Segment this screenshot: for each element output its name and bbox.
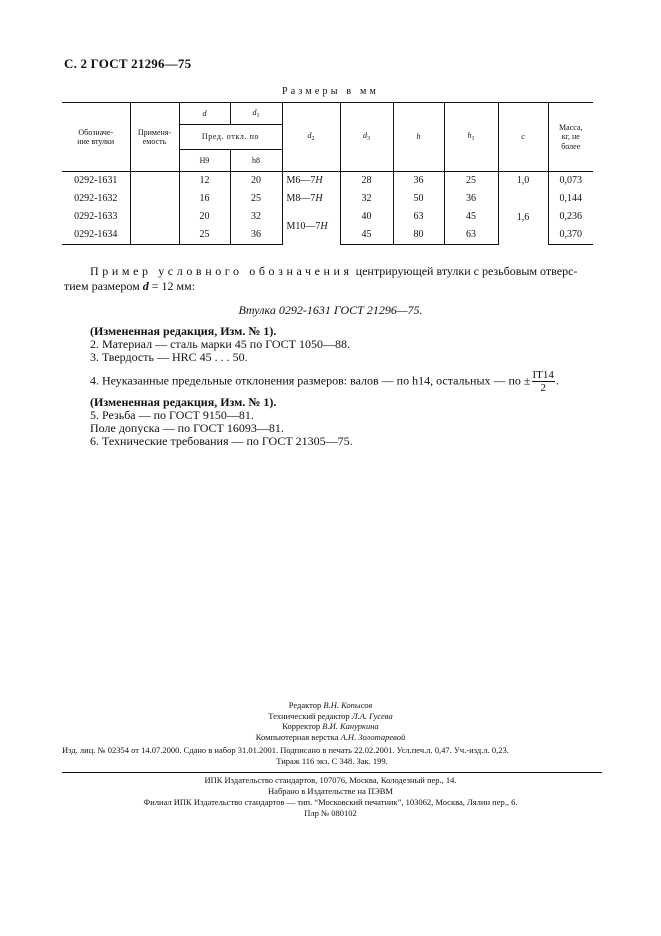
header-d: d — [179, 103, 230, 125]
header-c: c — [498, 103, 548, 172]
revision-note: (Измененная редакция, Изм. № 1). — [90, 395, 277, 409]
header-application: Применя- емость — [130, 103, 179, 172]
printing-info: ИПК Издательство стандартов, 107076, Москва, Колодезный пер., 14. Набрано в Издательстве на ПЭВМ Филиал ИПК Издательство стандартов — тип. “Московский печатник”, 103062, Москва, Лялин пер., 6. Плр № 080102 — [143, 775, 518, 818]
header-h8: h8 — [230, 150, 282, 172]
header-h: h — [393, 103, 444, 172]
notes-list — [90, 325, 559, 448]
page-header: С. 2 ГОСТ 21296—75 — [64, 56, 192, 71]
example-paragraph-line2: тием размером d = 12 мм: — [64, 279, 196, 293]
table-row: 0292-1632 16 25 M8—7H 32 50 36 1,6 0,144 — [62, 190, 593, 208]
revision-note: (Измененная редакция, Изм. № 1). — [90, 324, 277, 338]
header-mass: Масса, кг, не более — [548, 103, 593, 172]
dimensions-caption: Размеры в мм — [281, 86, 380, 97]
note-item: 6. Технические требования — по ГОСТ 21305—75. — [90, 434, 353, 448]
header-tolerance: Пред. откл. по — [179, 125, 282, 150]
publication-info: Изд. лиц. № 02354 от 14.07.2000. Сдано в набор 31.01.2001. Подписано в печать 22.02.2001. Усл.печ.л. 0,47. Уч.-изд.л. 0,23. Тираж 116 экз. С 348. Зак. 199. — [62, 745, 509, 766]
table-row: 0292-1634 25 36 45 80 63 0,370 — [62, 226, 593, 245]
header-h1: $h_1$ — [444, 103, 498, 172]
note-item: 4. Неуказанные предельные отклонения размеров: валов — по h14, остальных — по ± $\frac{IT14}{2}$ . — [90, 369, 559, 394]
example-paragraph-line1: Пример условного обозначения центрирующей втулки с резьбовым отверс- — [90, 264, 578, 278]
note-item: 5. Резьба — по ГОСТ 9150—81. — [90, 408, 254, 422]
table-row: 0292-1631 12 20 M6—7H 28 36 25 1,0 0,073 — [62, 172, 593, 191]
divider — [62, 772, 602, 773]
note-item: 2. Материал — сталь марки 45 по ГОСТ 1050—88. — [90, 337, 351, 351]
note-item: 3. Твердость — HRC 45 . . . 50. — [90, 350, 248, 364]
header-d2: $d_2$ — [282, 103, 340, 172]
dimensions-table — [62, 102, 593, 245]
fraction: $\frac{IT14}{2}$ — [532, 369, 554, 394]
header-d1: $d_1$ — [230, 103, 282, 125]
header-h9: Н9 — [179, 150, 230, 172]
table-row: 0292-1633 20 32 M10—7H 40 63 45 0,236 — [62, 208, 593, 226]
header-d3: $d_3$ — [340, 103, 393, 172]
editors-block: Редактор В.Н. Копысов Технический редактор Л.А. Гусева Корректор В.И. Кануркина Компьютерная верстка А.Н. Золотаревой — [255, 700, 406, 742]
header-designation: Обозначе- ние втулки — [62, 103, 130, 172]
example-designation: Втулка 0292-1631 ГОСТ 21296—75. — [238, 303, 423, 317]
note-item: Поле допуска — по ГОСТ 16093—81. — [90, 421, 284, 435]
